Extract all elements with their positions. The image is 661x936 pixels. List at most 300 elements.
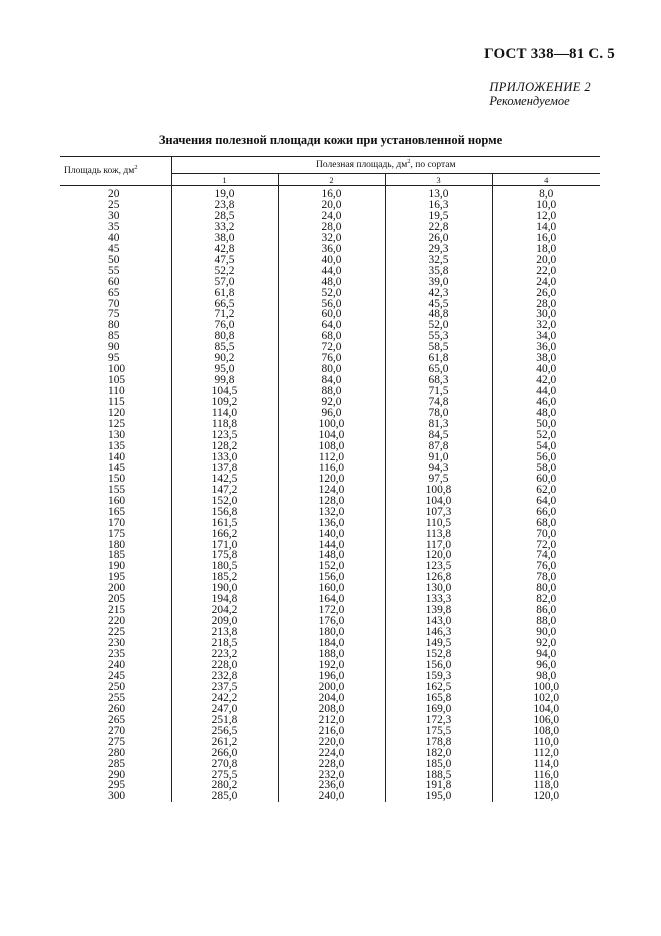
grade-3-cell: 84,5	[385, 430, 492, 441]
grade-3-cell: 87,8	[385, 441, 492, 452]
area-cell: 120	[108, 407, 126, 420]
grade-2-cell: 108,0	[278, 441, 385, 452]
grade-2-cell: 208,0	[278, 704, 385, 715]
grade-1-cell: 66,5	[171, 299, 278, 310]
grade-2-cell: 56,0	[278, 299, 385, 310]
grade-4-cell: 92,0	[492, 638, 600, 649]
grade-1-cell: 185,2	[171, 572, 278, 583]
grade-4-cell: 74,0	[492, 550, 600, 561]
grade-2-cell: 124,0	[278, 485, 385, 496]
grade-4-cell: 100,0	[492, 682, 600, 693]
grade-2-cell: 80,0	[278, 364, 385, 375]
grade-4-cell: 88,0	[492, 616, 600, 627]
grade-3-cell: 146,3	[385, 627, 492, 638]
grade-1-cell: 42,8	[171, 244, 278, 255]
grade-3-cell: 100,8	[385, 485, 492, 496]
area-cell: 25	[108, 198, 120, 211]
grade-3-cell: 152,8	[385, 649, 492, 660]
grade-2-cell: 136,0	[278, 518, 385, 529]
grade-2-cell: 64,0	[278, 320, 385, 331]
grade-4-cell: 52,0	[492, 430, 600, 441]
area-cell: 290	[108, 768, 126, 781]
header-grade-2: 2	[278, 174, 385, 186]
grade-3-cell: 149,5	[385, 638, 492, 649]
grade-3-cell: 117,0	[385, 540, 492, 551]
area-cell: 240	[108, 658, 126, 671]
grade-1-cell: 152,0	[171, 496, 278, 507]
grade-2-cell: 184,0	[278, 638, 385, 649]
area-cell: 95	[108, 352, 120, 365]
area-cell: 30	[108, 209, 120, 222]
grade-4-cell: 46,0	[492, 397, 600, 408]
grade-2-cell: 60,0	[278, 309, 385, 320]
grade-2-cell: 180,0	[278, 627, 385, 638]
grade-1-cell: 251,8	[171, 715, 278, 726]
grade-1-cell: 128,2	[171, 441, 278, 452]
header-useful-area: Полезная площадь, $дм^2$, по сортам	[171, 157, 600, 174]
grade-4-cell: 58,0	[492, 463, 600, 474]
grade-1-cell: 247,0	[171, 704, 278, 715]
grade-4-cell: 76,0	[492, 561, 600, 572]
grade-1-cell: 209,0	[171, 616, 278, 627]
area-cell: 45	[108, 242, 120, 255]
grade-2-cell: 76,0	[278, 353, 385, 364]
grade-2-cell: 20,0	[278, 200, 385, 211]
grade-1-cell: 147,2	[171, 485, 278, 496]
area-cell: 100	[108, 363, 126, 376]
grade-3-cell: 175,5	[385, 726, 492, 737]
grade-3-cell: 78,0	[385, 408, 492, 419]
grade-1-cell: 76,0	[171, 320, 278, 331]
area-cell: 165	[108, 505, 126, 518]
grade-4-cell: 98,0	[492, 671, 600, 682]
grade-3-cell: 195,0	[385, 791, 492, 802]
grade-2-cell: 96,0	[278, 408, 385, 419]
area-cell: 245	[108, 669, 126, 682]
grade-3-cell: 185,0	[385, 759, 492, 770]
grade-3-cell: 16,3	[385, 200, 492, 211]
grade-3-cell: 110,5	[385, 518, 492, 529]
header-grade-3: 3	[385, 174, 492, 186]
grade-3-cell: 94,3	[385, 463, 492, 474]
grade-1-cell: 194,8	[171, 594, 278, 605]
grade-3-cell: 71,5	[385, 386, 492, 397]
grade-2-cell: 68,0	[278, 331, 385, 342]
grade-2-cell: 204,0	[278, 693, 385, 704]
area-cell: 135	[108, 439, 126, 452]
grade-1-cell: 71,2	[171, 309, 278, 320]
area-cell: 195	[108, 571, 126, 584]
grade-3-cell: 165,8	[385, 693, 492, 704]
grade-4-cell: 38,0	[492, 353, 600, 364]
grade-1-cell: 285,0	[171, 791, 278, 802]
grade-1-cell: 256,5	[171, 726, 278, 737]
area-cell: 235	[108, 648, 126, 661]
area-cell: 80	[108, 319, 120, 332]
grade-2-cell: 84,0	[278, 375, 385, 386]
grade-2-cell: 88,0	[278, 386, 385, 397]
area-cell: 185	[108, 549, 126, 562]
grade-2-cell: 44,0	[278, 266, 385, 277]
grade-3-cell: 162,5	[385, 682, 492, 693]
grade-3-cell: 65,0	[385, 364, 492, 375]
grade-2-cell: 120,0	[278, 474, 385, 485]
grade-4-cell: 44,0	[492, 386, 600, 397]
grade-3-cell: 55,3	[385, 331, 492, 342]
grade-4-cell: 30,0	[492, 309, 600, 320]
table-row	[60, 726, 600, 737]
grade-1-cell: 166,2	[171, 529, 278, 540]
grade-1-cell: 123,5	[171, 430, 278, 441]
area-cell: 155	[108, 483, 126, 496]
area-cell: 200	[108, 582, 126, 595]
area-cell: 280	[108, 746, 126, 759]
grade-1-cell: 99,8	[171, 375, 278, 386]
grade-1-cell: 232,8	[171, 671, 278, 682]
grade-4-cell: 80,0	[492, 583, 600, 594]
grade-2-cell: 32,0	[278, 233, 385, 244]
grade-1-cell: 280,2	[171, 780, 278, 791]
grade-4-cell: 54,0	[492, 441, 600, 452]
grade-2-cell: 220,0	[278, 737, 385, 748]
grade-3-cell: 104,0	[385, 496, 492, 507]
area-cell: 225	[108, 626, 126, 639]
grade-4-cell: 114,0	[492, 759, 600, 770]
grade-4-cell: 50,0	[492, 419, 600, 430]
grade-4-cell: 16,0	[492, 233, 600, 244]
grade-2-cell: 212,0	[278, 715, 385, 726]
grade-1-cell: 33,2	[171, 222, 278, 233]
table-row	[60, 748, 600, 759]
grade-2-cell: 28,0	[278, 222, 385, 233]
grade-1-cell: 161,5	[171, 518, 278, 529]
grade-4-cell: 14,0	[492, 222, 600, 233]
area-cell: 55	[108, 264, 120, 277]
grade-3-cell: 169,0	[385, 704, 492, 715]
grade-3-cell: 126,8	[385, 572, 492, 583]
area-cell: 170	[108, 516, 126, 529]
grade-2-cell: 144,0	[278, 540, 385, 551]
grade-4-cell: 94,0	[492, 649, 600, 660]
grade-4-cell: 22,0	[492, 266, 600, 277]
grade-2-cell: 132,0	[278, 507, 385, 518]
area-cell: 140	[108, 450, 126, 463]
grade-1-cell: 180,5	[171, 561, 278, 572]
grade-3-cell: 139,8	[385, 605, 492, 616]
grade-1-cell: 175,8	[171, 550, 278, 561]
grade-3-cell: 91,0	[385, 452, 492, 463]
grade-4-cell: 82,0	[492, 594, 600, 605]
grade-1-cell: 47,5	[171, 255, 278, 266]
grade-1-cell: 275,5	[171, 770, 278, 781]
area-cell: 250	[108, 680, 126, 693]
table-row	[60, 759, 600, 770]
grade-4-cell: 102,0	[492, 693, 600, 704]
grade-1-cell: 133,0	[171, 452, 278, 463]
grade-4-cell: 66,0	[492, 507, 600, 518]
grade-4-cell: 70,0	[492, 529, 600, 540]
appendix-block	[489, 80, 591, 108]
grade-1-cell: 237,5	[171, 682, 278, 693]
useful-area-table	[60, 156, 600, 802]
grade-1-cell: 109,2	[171, 397, 278, 408]
grade-4-cell: 42,0	[492, 375, 600, 386]
grade-3-cell: 29,3	[385, 244, 492, 255]
grade-2-cell: 232,0	[278, 770, 385, 781]
grade-3-cell: 42,3	[385, 288, 492, 299]
grade-4-cell: 8,0	[492, 186, 600, 200]
grade-1-cell: 223,2	[171, 649, 278, 660]
table-row	[60, 737, 600, 748]
area-cell: 125	[108, 418, 126, 431]
grade-1-cell: 38,0	[171, 233, 278, 244]
area-cell: 300	[108, 790, 126, 803]
grade-3-cell: 159,3	[385, 671, 492, 682]
grade-1-cell: 19,0	[171, 186, 278, 200]
grade-2-cell: 236,0	[278, 780, 385, 791]
grade-2-cell: 24,0	[278, 211, 385, 222]
grade-3-cell: 61,8	[385, 353, 492, 364]
grade-3-cell: 26,0	[385, 233, 492, 244]
area-cell: 180	[108, 538, 126, 551]
grade-4-cell: 110,0	[492, 737, 600, 748]
grade-3-cell: 107,3	[385, 507, 492, 518]
grade-4-cell: 18,0	[492, 244, 600, 255]
grade-4-cell: 56,0	[492, 452, 600, 463]
grade-3-cell: 191,8	[385, 780, 492, 791]
grade-1-cell: 114,0	[171, 408, 278, 419]
grade-3-cell: 45,5	[385, 299, 492, 310]
grade-1-cell: 57,0	[171, 277, 278, 288]
grade-3-cell: 172,3	[385, 715, 492, 726]
grade-3-cell: 52,0	[385, 320, 492, 331]
appendix-subtitle: Рекомендуемое	[489, 94, 570, 108]
grade-2-cell: 128,0	[278, 496, 385, 507]
grade-1-cell: 118,8	[171, 419, 278, 430]
grade-3-cell: 13,0	[385, 186, 492, 200]
page-header: ГОСТ 338—81 С. 5	[484, 46, 615, 62]
area-cell: 60	[108, 275, 120, 288]
area-cell: 70	[108, 297, 120, 310]
grade-4-cell: 68,0	[492, 518, 600, 529]
grade-4-cell: 34,0	[492, 331, 600, 342]
table-row	[60, 791, 600, 802]
header-grade-4: 4	[492, 174, 600, 186]
grade-1-cell: 104,5	[171, 386, 278, 397]
table-row	[60, 507, 600, 518]
grade-2-cell: 72,0	[278, 342, 385, 353]
grade-1-cell: 52,2	[171, 266, 278, 277]
grade-1-cell: 270,8	[171, 759, 278, 770]
area-cell: 40	[108, 231, 120, 244]
area-cell: 115	[108, 396, 125, 409]
grade-1-cell: 261,2	[171, 737, 278, 748]
grade-2-cell: 240,0	[278, 791, 385, 802]
grade-2-cell: 36,0	[278, 244, 385, 255]
grade-4-cell: 78,0	[492, 572, 600, 583]
area-cell: 265	[108, 713, 126, 726]
grade-2-cell: 228,0	[278, 759, 385, 770]
grade-4-cell: 106,0	[492, 715, 600, 726]
grade-3-cell: 97,5	[385, 474, 492, 485]
grade-4-cell: 20,0	[492, 255, 600, 266]
grade-2-cell: 200,0	[278, 682, 385, 693]
grade-2-cell: 104,0	[278, 430, 385, 441]
grade-4-cell: 72,0	[492, 540, 600, 551]
area-cell: 130	[108, 428, 126, 441]
grade-2-cell: 156,0	[278, 572, 385, 583]
grade-1-cell: 213,8	[171, 627, 278, 638]
grade-4-cell: 120,0	[492, 791, 600, 802]
table-title: Значения полезной площади кожи при установленной норме	[158, 133, 503, 147]
area-cell: 215	[108, 604, 126, 617]
grade-1-cell: 28,5	[171, 211, 278, 222]
header-grade-1: 1	[171, 174, 278, 186]
grade-1-cell: 171,0	[171, 540, 278, 551]
grade-2-cell: 192,0	[278, 660, 385, 671]
grade-3-cell: 113,8	[385, 529, 492, 540]
area-cell: 35	[108, 220, 120, 233]
grade-4-cell: 64,0	[492, 496, 600, 507]
grade-1-cell: 190,0	[171, 583, 278, 594]
grade-2-cell: 148,0	[278, 550, 385, 561]
grade-2-cell: 176,0	[278, 616, 385, 627]
grade-1-cell: 80,8	[171, 331, 278, 342]
table-row	[60, 266, 600, 277]
grade-4-cell: 28,0	[492, 299, 600, 310]
grade-3-cell: 130,0	[385, 583, 492, 594]
grade-2-cell: 16,0	[278, 186, 385, 200]
grade-3-cell: 19,5	[385, 211, 492, 222]
grade-2-cell: 116,0	[278, 463, 385, 474]
area-cell: 85	[108, 330, 120, 343]
grade-3-cell: 143,0	[385, 616, 492, 627]
grade-2-cell: 224,0	[278, 748, 385, 759]
table-row	[60, 288, 600, 299]
grade-3-cell: 178,8	[385, 737, 492, 748]
grade-1-cell: 266,0	[171, 748, 278, 759]
grade-2-cell: 196,0	[278, 671, 385, 682]
grade-4-cell: 118,0	[492, 780, 600, 791]
grade-3-cell: 32,5	[385, 255, 492, 266]
grade-2-cell: 160,0	[278, 583, 385, 594]
grade-3-cell: 48,8	[385, 309, 492, 320]
grade-3-cell: 35,8	[385, 266, 492, 277]
grade-1-cell: 23,8	[171, 200, 278, 211]
table-row	[60, 496, 600, 507]
grade-4-cell: 40,0	[492, 364, 600, 375]
grade-1-cell: 61,8	[171, 288, 278, 299]
grade-4-cell: 24,0	[492, 277, 600, 288]
grade-3-cell: 74,8	[385, 397, 492, 408]
grade-4-cell: 108,0	[492, 726, 600, 737]
grade-2-cell: 152,0	[278, 561, 385, 572]
grade-3-cell: 22,8	[385, 222, 492, 233]
area-cell: 255	[108, 691, 126, 704]
grade-1-cell: 142,5	[171, 474, 278, 485]
grade-2-cell: 140,0	[278, 529, 385, 540]
grade-3-cell: 68,3	[385, 375, 492, 386]
area-cell: 110	[108, 385, 125, 398]
grade-4-cell: 96,0	[492, 660, 600, 671]
area-cell: 65	[108, 286, 120, 299]
grade-3-cell: 39,0	[385, 277, 492, 288]
area-cell: 145	[108, 461, 126, 474]
grade-4-cell: 104,0	[492, 704, 600, 715]
grade-4-cell: 62,0	[492, 485, 600, 496]
grade-2-cell: 172,0	[278, 605, 385, 616]
grade-3-cell: 81,3	[385, 419, 492, 430]
grade-3-cell: 182,0	[385, 748, 492, 759]
area-cell: 75	[108, 308, 120, 321]
grade-3-cell: 123,5	[385, 561, 492, 572]
grade-1-cell: 137,8	[171, 463, 278, 474]
area-cell: 175	[108, 527, 126, 540]
grade-2-cell: 100,0	[278, 419, 385, 430]
grade-4-cell: 86,0	[492, 605, 600, 616]
area-cell: 105	[108, 374, 126, 387]
grade-1-cell: 156,8	[171, 507, 278, 518]
grade-3-cell: 188,5	[385, 770, 492, 781]
area-cell: 205	[108, 593, 126, 606]
area-cell: 260	[108, 702, 126, 715]
table-row	[60, 186, 600, 200]
grade-2-cell: 52,0	[278, 288, 385, 299]
grade-1-cell: 204,2	[171, 605, 278, 616]
grade-4-cell: 60,0	[492, 474, 600, 485]
table-row	[60, 518, 600, 529]
area-cell: 190	[108, 560, 126, 573]
grade-2-cell: 216,0	[278, 726, 385, 737]
grade-1-cell: 242,2	[171, 693, 278, 704]
grade-4-cell: 116,0	[492, 770, 600, 781]
grade-4-cell: 26,0	[492, 288, 600, 299]
table-body	[60, 186, 600, 803]
area-cell: 90	[108, 341, 120, 354]
header-area: Площадь кож, $дм^2$	[60, 157, 171, 186]
grade-4-cell: 32,0	[492, 320, 600, 331]
area-cell: 295	[108, 779, 126, 792]
grade-2-cell: 188,0	[278, 649, 385, 660]
grade-4-cell: 90,0	[492, 627, 600, 638]
grade-2-cell: 48,0	[278, 277, 385, 288]
grade-1-cell: 228,0	[171, 660, 278, 671]
grade-1-cell: 85,5	[171, 342, 278, 353]
grade-3-cell: 120,0	[385, 550, 492, 561]
grade-4-cell: 36,0	[492, 342, 600, 353]
table-row	[60, 277, 600, 288]
grade-2-cell: 92,0	[278, 397, 385, 408]
area-cell: 285	[108, 757, 126, 770]
area-cell: 230	[108, 637, 126, 650]
grade-1-cell: 218,5	[171, 638, 278, 649]
table-row	[60, 529, 600, 540]
grade-1-cell: 90,2	[171, 353, 278, 364]
grade-3-cell: 58,5	[385, 342, 492, 353]
grade-4-cell: 48,0	[492, 408, 600, 419]
area-cell: 220	[108, 615, 126, 628]
grade-4-cell: 10,0	[492, 200, 600, 211]
area-cell: 50	[108, 253, 120, 266]
grade-3-cell: 156,0	[385, 660, 492, 671]
area-cell: 270	[108, 724, 126, 737]
grade-1-cell: 95,0	[171, 364, 278, 375]
grade-2-cell: 164,0	[278, 594, 385, 605]
area-cell: 160	[108, 494, 126, 507]
appendix-title: ПРИЛОЖЕНИЕ 2	[489, 80, 591, 94]
area-cell: 150	[108, 472, 126, 485]
grade-4-cell: 112,0	[492, 748, 600, 759]
